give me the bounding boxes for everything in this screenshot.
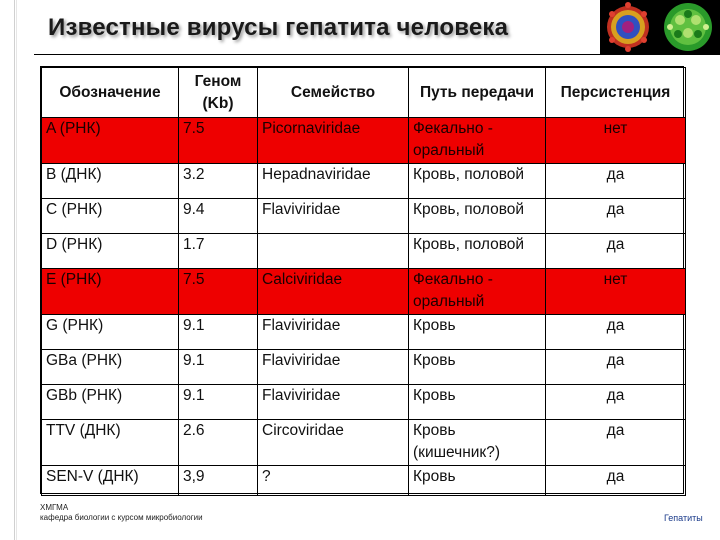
cell-designation: G (РНК) <box>42 315 179 350</box>
header-family: Семейство <box>258 68 409 118</box>
cell-genome: 9.1 <box>179 385 258 420</box>
cell-genome: 9.1 <box>179 315 258 350</box>
cell-family: ? <box>258 466 409 496</box>
cell-family <box>258 234 409 269</box>
cell-route: Кровь, половой <box>409 164 546 199</box>
cell-route: Кровь <box>409 350 546 385</box>
cell-route <box>409 269 546 315</box>
cell-family: Hepadnaviridae <box>258 164 409 199</box>
table-row <box>42 234 686 269</box>
page-title: Известные вирусы гепатита человека <box>48 14 509 41</box>
cell-route: Кровь <box>409 315 546 350</box>
cell-designation: A (РНК) <box>42 118 179 164</box>
cell-persistence: да <box>546 385 686 420</box>
cell-designation: TTV (ДНК) <box>42 420 179 466</box>
cell-genome: 3,9 <box>179 466 258 496</box>
cell-route: Кровь <box>409 385 546 420</box>
cell-route-line1: Фекально - <box>413 120 493 137</box>
cell-persistence: да <box>546 466 686 496</box>
left-decor-line <box>14 0 15 540</box>
cell-genome: 7.5 <box>179 269 258 315</box>
header-genome-line2: (Kb) <box>202 94 234 112</box>
cell-genome: 9.4 <box>179 199 258 234</box>
table-row <box>42 466 686 496</box>
cell-family: Flaviviridae <box>258 315 409 350</box>
cell-route-line2: оральный <box>413 293 485 310</box>
cell-designation: E (РНК) <box>42 269 179 315</box>
cell-designation: GBa (РНК) <box>42 350 179 385</box>
virus-images <box>600 0 720 54</box>
cell-family: Flaviviridae <box>258 199 409 234</box>
virus-particle-icon-2 <box>664 3 712 51</box>
header-genome-line1: Геном <box>194 72 242 90</box>
title-underline <box>34 54 720 55</box>
cell-persistence: да <box>546 350 686 385</box>
header-route-line2: передачи <box>461 83 535 101</box>
cell-route-line2: оральный <box>413 142 485 159</box>
cell-persistence: да <box>546 199 686 234</box>
cell-route <box>409 420 546 466</box>
footer-institution <box>40 503 203 523</box>
cell-family: Calciviridae <box>258 269 409 315</box>
cell-designation: C (РНК) <box>42 199 179 234</box>
cell-persistence: да <box>546 164 686 199</box>
cell-designation: B (ДНК) <box>42 164 179 199</box>
footer-org: ХМГМА <box>40 503 69 512</box>
cell-route: Кровь, половой <box>409 234 546 269</box>
cell-route-line1: Кровь <box>413 422 456 439</box>
cell-genome: 3.2 <box>179 164 258 199</box>
cell-persistence: да <box>546 234 686 269</box>
cell-genome: 2.6 <box>179 420 258 466</box>
cell-persistence: да <box>546 315 686 350</box>
table-row <box>42 385 686 420</box>
footer-dept: кафедра биологии с курсом микробиологии <box>40 513 203 522</box>
cell-route <box>409 118 546 164</box>
cell-persistence: да <box>546 420 686 466</box>
cell-family: Circoviridae <box>258 420 409 466</box>
left-decor-line-2 <box>16 0 17 540</box>
table-row <box>42 315 686 350</box>
header-persistence: Персистенция <box>546 68 686 118</box>
cell-genome: 7.5 <box>179 118 258 164</box>
table-row <box>42 420 686 466</box>
cell-route-line1: Фекально - <box>413 271 493 288</box>
table-header-row <box>42 68 686 118</box>
cell-designation: SEN-V (ДНК) <box>42 466 179 496</box>
header-genome <box>179 68 258 118</box>
cell-genome: 9.1 <box>179 350 258 385</box>
cell-designation: D (РНК) <box>42 234 179 269</box>
cell-family: Flaviviridae <box>258 350 409 385</box>
header-route-line1: Путь <box>419 83 458 101</box>
cell-persistence: нет <box>546 118 686 164</box>
cell-route: Кровь, половой <box>409 199 546 234</box>
table-row <box>42 164 686 199</box>
cell-family: Flaviviridae <box>258 385 409 420</box>
table-row <box>42 269 686 315</box>
table-row <box>42 199 686 234</box>
footer-topic: Гепатиты <box>664 513 703 523</box>
cell-route-line2: (кишечник?) <box>413 444 500 461</box>
cell-genome: 1.7 <box>179 234 258 269</box>
cell-designation: GBb (РНК) <box>42 385 179 420</box>
table-row <box>42 118 686 164</box>
header-route <box>409 68 546 118</box>
header-designation: Обозначение <box>42 68 179 118</box>
hepatitis-viruses-table <box>40 66 684 494</box>
virus-particle-icon-1 <box>607 2 649 52</box>
table-row <box>42 350 686 385</box>
cell-family: Picornaviridae <box>258 118 409 164</box>
cell-route: Кровь <box>409 466 546 496</box>
cell-persistence: нет <box>546 269 686 315</box>
